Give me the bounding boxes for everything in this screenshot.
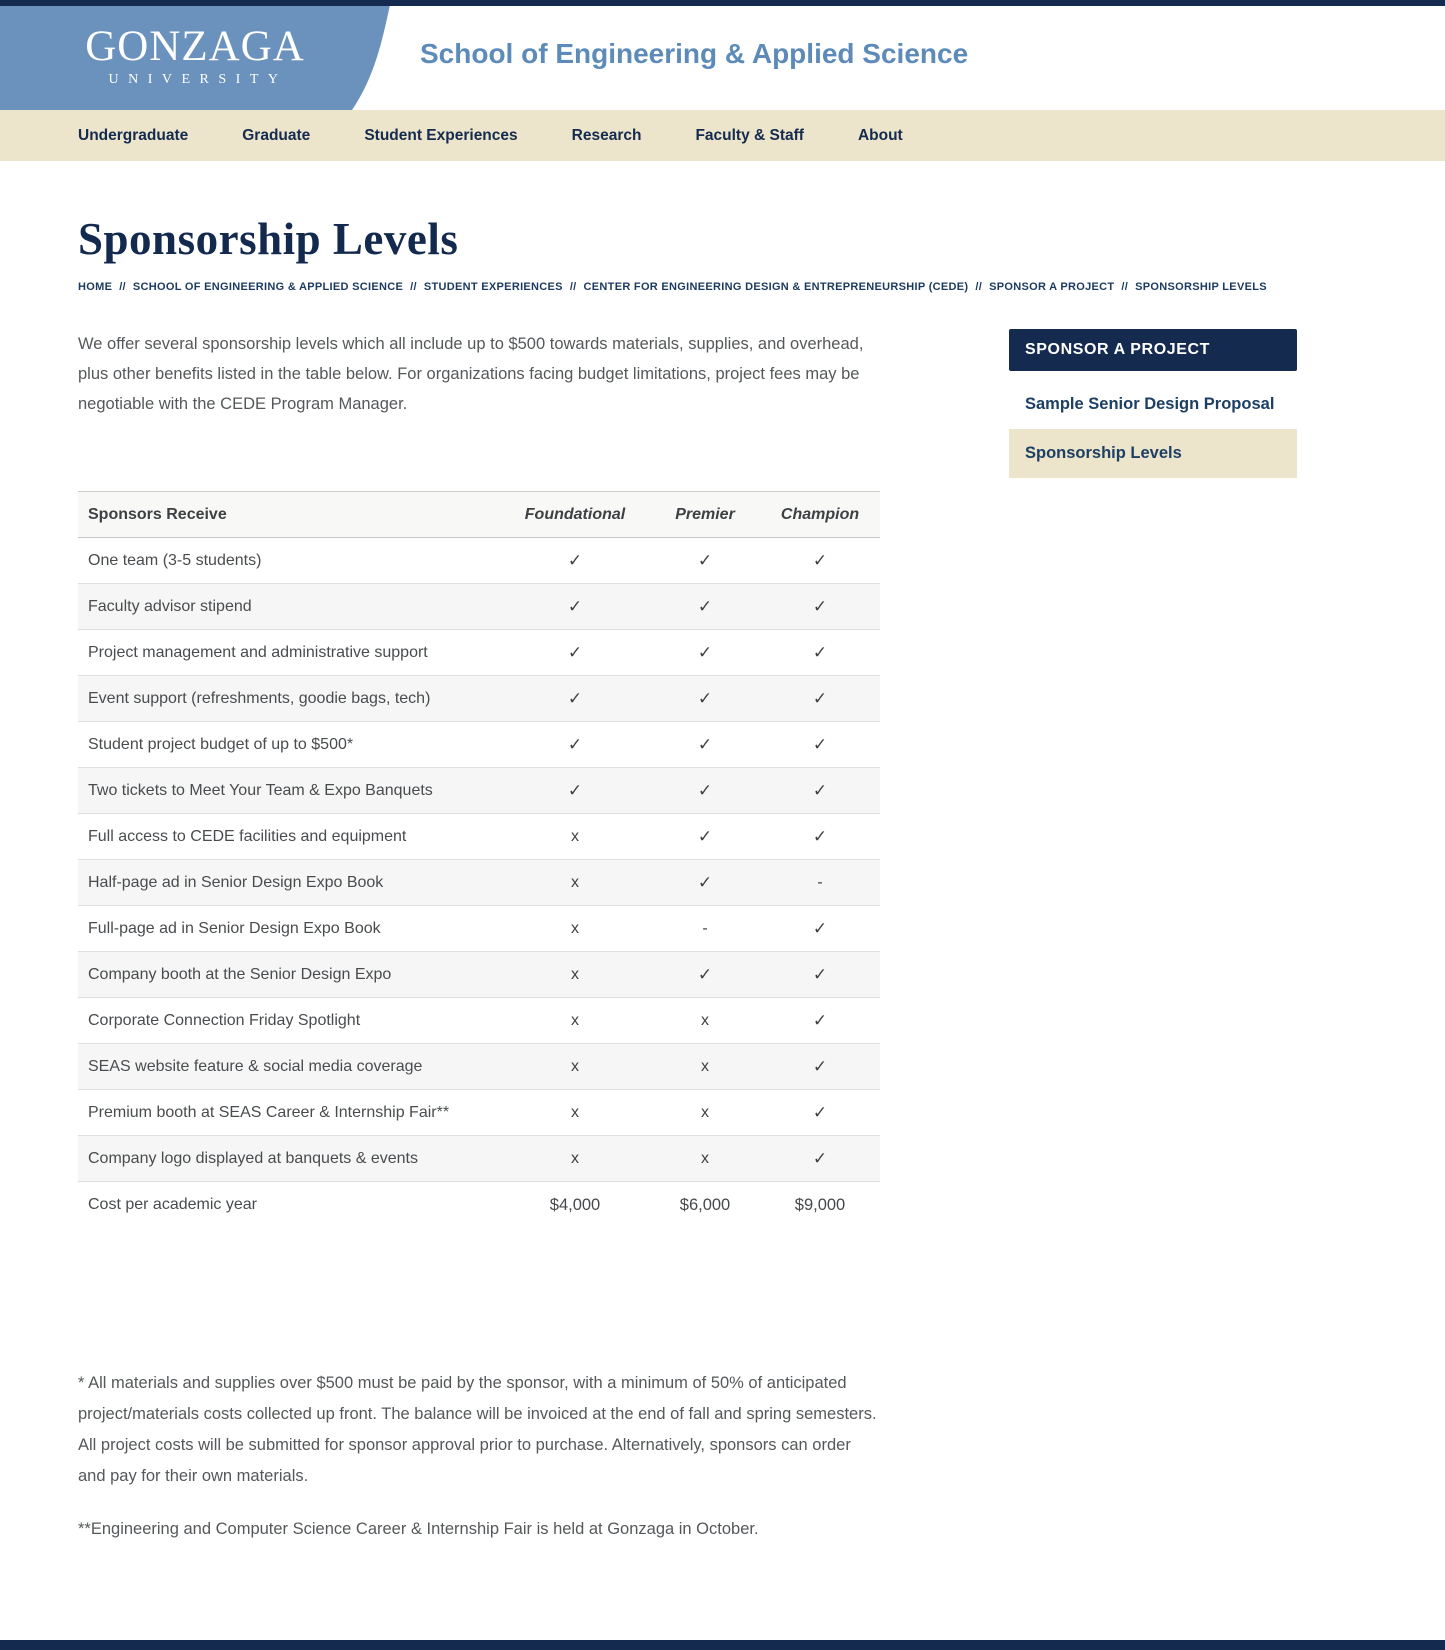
- check-icon: ✓: [697, 596, 713, 616]
- benefit-label: Faculty advisor stipend: [88, 597, 252, 615]
- benefit-value: [650, 643, 760, 663]
- cost-value: $4,000: [549, 1195, 601, 1214]
- benefit-value: [650, 551, 760, 571]
- check-icon: ✓: [697, 642, 713, 662]
- benefit-value: [650, 689, 760, 709]
- table-row: [78, 1090, 880, 1136]
- benefit-label: Premium booth at SEAS Career & Internship Fair**: [88, 1103, 450, 1121]
- nav-bar: [0, 110, 1445, 161]
- footnotes: [78, 1368, 880, 1545]
- check-icon: ✓: [812, 826, 828, 846]
- benefit-value: x: [571, 965, 579, 983]
- benefit-value: [650, 781, 760, 801]
- check-icon: ✓: [812, 550, 828, 570]
- breadcrumb-separator: //: [410, 281, 417, 293]
- column-header-premier: Premier: [675, 505, 735, 523]
- benefit-value: [500, 781, 650, 801]
- breadcrumb-item-home[interactable]: HOME: [78, 281, 113, 293]
- nav-item-research[interactable]: Research: [571, 126, 642, 144]
- table-row: [78, 676, 880, 722]
- check-icon: ✓: [812, 1148, 828, 1168]
- table-row: [78, 952, 880, 998]
- benefit-label: Half-page ad in Senior Design Expo Book: [88, 873, 384, 891]
- benefit-value: [650, 597, 760, 617]
- benefit-value: [500, 597, 650, 617]
- benefit-label: Event support (refreshments, goodie bags, tech): [88, 689, 431, 707]
- table-row: [78, 1044, 880, 1090]
- school-name-heading[interactable]: School of Engineering & Applied Science: [420, 38, 969, 69]
- breadcrumb-separator: //: [1121, 281, 1129, 293]
- benefit-value: [760, 1057, 880, 1077]
- gonzaga-logo[interactable]: [74, 24, 316, 88]
- sidebar-header: SPONSOR A PROJECT: [1009, 329, 1297, 371]
- benefit-value: [760, 689, 880, 709]
- breadcrumb-item-center-for-engineering-design-entrepreneurship-cede[interactable]: CENTER FOR ENGINEERING DESIGN & ENTREPRENEURSHIP (CEDE): [583, 281, 969, 293]
- breadcrumb-item-student-experiences[interactable]: STUDENT EXPERIENCES: [423, 281, 563, 293]
- page-title: Sponsorship Levels: [78, 214, 459, 264]
- top-accent-bar: [0, 0, 1445, 6]
- check-icon: ✓: [812, 596, 828, 616]
- cost-row: [78, 1182, 880, 1228]
- benefit-label: Two tickets to Meet Your Team & Expo Banquets: [88, 781, 433, 799]
- check-icon: ✓: [697, 872, 713, 892]
- breadcrumb-separator: //: [975, 281, 983, 293]
- check-icon: ✓: [697, 688, 713, 708]
- breadcrumb-separator: //: [119, 281, 126, 293]
- benefit-label: One team (3-5 students): [88, 551, 262, 569]
- check-icon: ✓: [812, 918, 828, 938]
- logo-wordmark: GONZAGA: [85, 23, 305, 70]
- benefit-value: [650, 735, 760, 755]
- column-header-foundational: Foundational: [524, 505, 626, 523]
- check-icon: ✓: [812, 1102, 828, 1122]
- table-row: [78, 998, 880, 1044]
- cost-value: $6,000: [679, 1195, 731, 1214]
- check-icon: ✓: [697, 734, 713, 754]
- benefit-label: Full-page ad in Senior Design Expo Book: [88, 919, 381, 937]
- table-header-row: [78, 492, 880, 538]
- benefit-value: [760, 965, 880, 985]
- benefit-value: [760, 781, 880, 801]
- benefit-value: [760, 735, 880, 755]
- check-icon: ✓: [812, 1056, 828, 1076]
- main-content: [0, 213, 1445, 1545]
- logo-subtitle: UNIVERSITY: [108, 72, 288, 88]
- check-icon: ✓: [812, 688, 828, 708]
- benefit-value: -: [702, 919, 708, 937]
- benefit-value: [760, 597, 880, 617]
- benefit-value: [500, 689, 650, 709]
- benefit-value: [760, 919, 880, 939]
- benefit-value: x: [571, 873, 579, 891]
- benefit-label: SEAS website feature & social media coverage: [88, 1057, 423, 1075]
- check-icon: ✓: [567, 596, 583, 616]
- benefit-value: [760, 551, 880, 571]
- benefit-value: x: [571, 919, 579, 937]
- check-icon: ✓: [697, 826, 713, 846]
- check-icon: ✓: [812, 642, 828, 662]
- sponsorship-benefits-table: [78, 491, 880, 1228]
- table-row: [78, 630, 880, 676]
- table-row: [78, 538, 880, 584]
- benefit-label: Full access to CEDE facilities and equipment: [88, 827, 407, 845]
- check-icon: ✓: [812, 964, 828, 984]
- benefit-value: [760, 1011, 880, 1031]
- content-column: [78, 329, 880, 1545]
- breadcrumb-item-school-of-engineering-applied-science[interactable]: SCHOOL OF ENGINEERING & APPLIED SCIENCE: [132, 281, 404, 293]
- breadcrumb-separator: //: [569, 281, 577, 293]
- check-icon: ✓: [567, 550, 583, 570]
- benefit-value: x: [701, 1011, 709, 1029]
- benefit-value: [500, 551, 650, 571]
- benefit-value: x: [571, 1149, 579, 1167]
- cost-label: Cost per academic year: [88, 1196, 257, 1213]
- benefit-value: -: [817, 873, 823, 891]
- benefit-value: [760, 827, 880, 847]
- nav-item-faculty-staff[interactable]: Faculty & Staff: [695, 126, 804, 144]
- check-icon: ✓: [697, 550, 713, 570]
- breadcrumb-item-sponsor-a-project[interactable]: SPONSOR A PROJECT: [989, 281, 1115, 293]
- benefit-label: Corporate Connection Friday Spotlight: [88, 1011, 361, 1029]
- footnote-career-fair: **Engineering and Computer Science Career & Internship Fair is held at Gonzaga in October.: [78, 1520, 759, 1538]
- benefit-label: Company booth at the Senior Design Expo: [88, 965, 392, 983]
- sidebar-items: [1009, 380, 1297, 478]
- cost-value: $9,000: [794, 1195, 846, 1214]
- benefit-value: [760, 643, 880, 663]
- benefit-label: Company logo displayed at banquets & events: [88, 1149, 418, 1167]
- benefit-value: [650, 873, 760, 893]
- nav-item-student-experiences[interactable]: Student Experiences: [364, 126, 518, 144]
- benefit-value: x: [701, 1103, 709, 1121]
- site-header: [0, 0, 1445, 110]
- table-row: [78, 906, 880, 952]
- table-row: [78, 768, 880, 814]
- column-header-sponsors-receive: Sponsors Receive: [88, 505, 227, 523]
- check-icon: ✓: [697, 964, 713, 984]
- sidebar: [1009, 329, 1297, 478]
- table-row: [78, 584, 880, 630]
- nav-item-undergraduate[interactable]: Undergraduate: [78, 126, 189, 144]
- benefit-label: Project management and administrative support: [88, 643, 428, 661]
- check-icon: ✓: [812, 780, 828, 800]
- benefit-value: [650, 965, 760, 985]
- benefit-value: [650, 827, 760, 847]
- sidebar-item-sample-senior-design-proposal[interactable]: Sample Senior Design Proposal: [1025, 395, 1275, 413]
- check-icon: ✓: [812, 734, 828, 754]
- check-icon: ✓: [567, 734, 583, 754]
- benefit-value: [500, 643, 650, 663]
- breadcrumb-item-sponsorship-levels: SPONSORSHIP LEVELS: [1135, 281, 1267, 293]
- table-row: [78, 860, 880, 906]
- sidebar-item-sponsorship-levels[interactable]: Sponsorship Levels: [1009, 429, 1297, 478]
- benefit-value: [760, 1103, 880, 1123]
- benefit-value: x: [571, 827, 579, 845]
- table-row: [78, 722, 880, 768]
- benefit-value: x: [571, 1103, 579, 1121]
- check-icon: ✓: [697, 780, 713, 800]
- check-icon: ✓: [567, 780, 583, 800]
- benefit-value: [500, 735, 650, 755]
- benefit-value: x: [701, 1149, 709, 1167]
- footer-bar: [0, 1640, 1445, 1650]
- intro-paragraph: We offer several sponsorship levels which all include up to $500 towards materials, supplies, and overhead, plus other benefits listed in the table below. For organizations facing budget limitations, project fees may be negotiable with the CEDE Program Manager.: [78, 335, 864, 413]
- benefit-value: x: [701, 1057, 709, 1075]
- benefit-value: x: [571, 1011, 579, 1029]
- nav-item-about[interactable]: About: [857, 126, 903, 144]
- benefit-value: [760, 1149, 880, 1169]
- check-icon: ✓: [812, 1010, 828, 1030]
- table-row: [78, 1136, 880, 1182]
- check-icon: ✓: [567, 688, 583, 708]
- nav-item-graduate[interactable]: Graduate: [242, 126, 311, 144]
- table-row: [78, 814, 880, 860]
- benefit-label: Student project budget of up to $500*: [88, 735, 354, 753]
- column-header-champion: Champion: [780, 505, 860, 523]
- breadcrumb: [78, 281, 1297, 293]
- check-icon: ✓: [567, 642, 583, 662]
- benefit-value: x: [571, 1057, 579, 1075]
- footnote-materials: * All materials and supplies over $500 must be paid by the sponsor, with a minimum of 50% of anticipated project/materials costs collected up front. The balance will be invoiced at the end of fall and spring semesters. All project costs will be submitted for sponsor approval prior to purchase. Alternatively, sponsors can order and pay for their own materials.: [78, 1374, 877, 1485]
